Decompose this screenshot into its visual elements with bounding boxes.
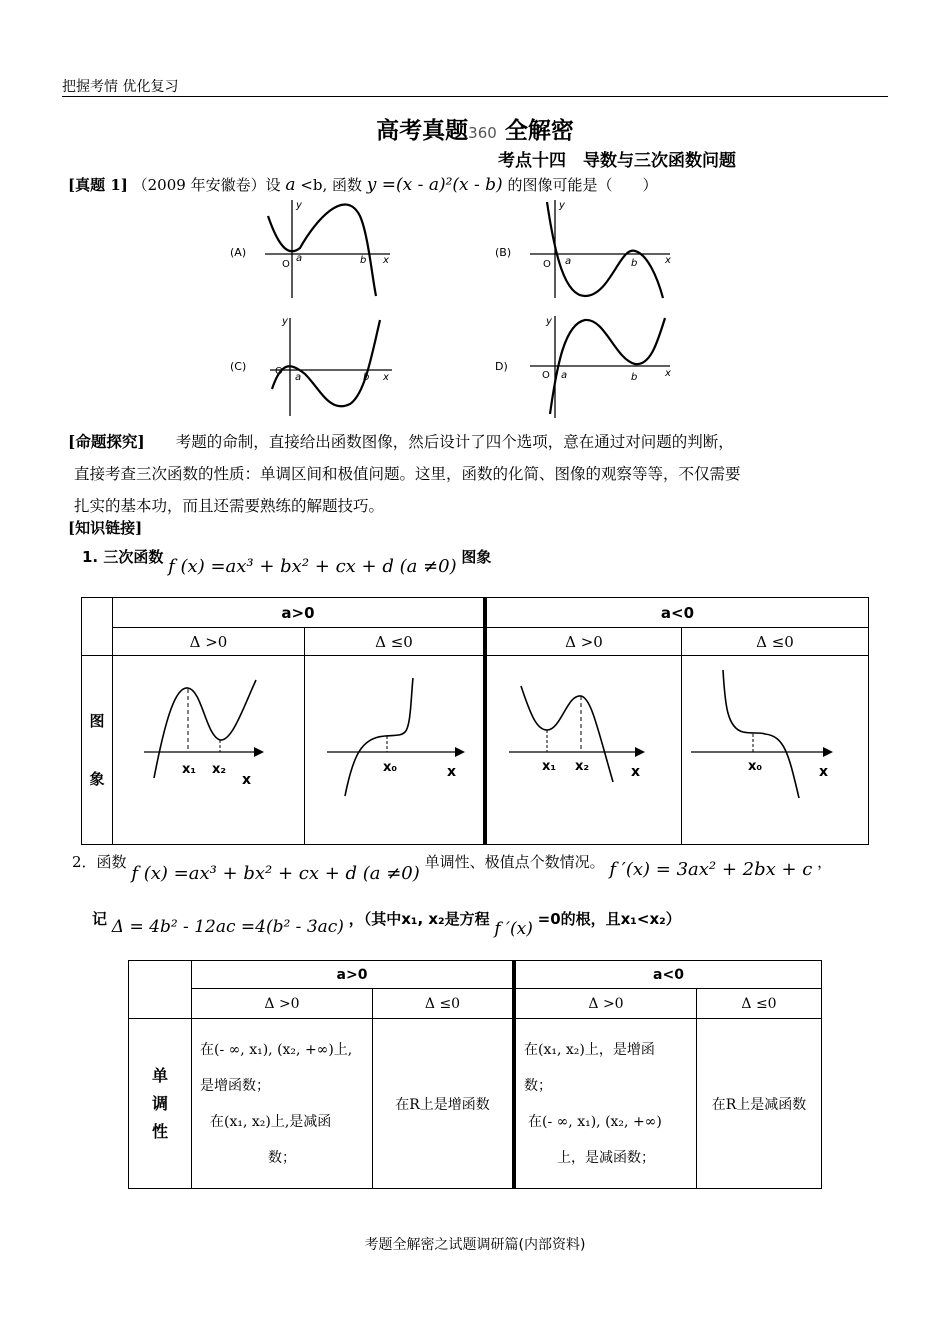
cell3-line3: 在(- ∞, x₁), (x₂, +∞)	[528, 1113, 662, 1130]
table1-a-neg: a<0	[485, 598, 869, 628]
option-a-a: a	[296, 253, 303, 264]
table1-row-label-2: 象	[89, 770, 105, 788]
analysis-tag: [命题探究]	[68, 432, 145, 451]
page-subtitle: 考点十四 导数与三次函数问题	[498, 151, 736, 171]
table1-graph-apos-dle	[305, 656, 486, 845]
option-d-origin: O	[542, 370, 550, 381]
row-label-1: 单	[151, 1065, 168, 1085]
table1-graph-aneg-dle	[682, 656, 869, 845]
option-d-b: b	[631, 372, 638, 383]
table2-cell-apos-dle: 在R上是增函数	[373, 1019, 515, 1189]
graph3-x1: x₁	[542, 759, 557, 774]
table2-cell-aneg-dle: 在R上是减函数	[697, 1019, 822, 1189]
analysis-line-3: 扎实的基本功，而且还需要熟练的解题技巧。	[74, 497, 385, 515]
question-text-b: <b, 函数	[300, 176, 363, 194]
option-a-label: (A)	[230, 246, 247, 259]
graph1-x: x	[241, 772, 251, 788]
footer-text: 考题全解密之试题调研篇(内部资料)	[364, 1237, 586, 1253]
question-var-a: a	[285, 175, 296, 195]
table1-graph-aneg-dgt	[485, 656, 682, 845]
section-1-heading	[82, 546, 492, 577]
table2-corner	[129, 961, 192, 1019]
option-a-y: y	[296, 200, 302, 211]
graph1-x2: x₂	[211, 762, 226, 777]
table2-delta-le-2: Δ ≤0	[697, 989, 822, 1019]
table2-cell-aneg-dgt	[514, 1019, 697, 1189]
option-b-origin: O	[543, 259, 551, 270]
cell1-line1: 在(- ∞, x₁), (x₂, +∞)上,	[200, 1041, 353, 1058]
graph-aneg-dgt	[487, 656, 681, 840]
option-b-graph	[495, 200, 671, 298]
option-b-y: y	[559, 200, 565, 211]
knowledge-tag: [知识链接]	[68, 519, 143, 537]
graph3-x2: x₂	[575, 759, 590, 774]
graph4-x0: x₀	[747, 759, 762, 774]
option-d-x: x	[665, 368, 671, 379]
option-c-graph	[230, 316, 392, 416]
row-label-3: 性	[151, 1121, 168, 1141]
cell3-line4: 上，是减函数；	[557, 1149, 655, 1166]
option-a-graph	[230, 200, 390, 298]
section-1-label: 1. 三次函数	[82, 548, 164, 566]
cell3-line1: 在(x₁, x₂)上，是增函	[524, 1041, 655, 1058]
option-c-label: (C)	[230, 360, 247, 373]
table1-delta-le-1: Δ ≤0	[305, 628, 486, 656]
question-text-c: 的图像可能是（ ）	[507, 176, 658, 194]
note-text: ，（其中x₁, x₂是方程	[348, 910, 490, 928]
graph4-x: x	[818, 764, 828, 780]
table2-cell-apos-dgt	[192, 1019, 373, 1189]
option-c-y: y	[282, 316, 288, 327]
header-rule	[62, 96, 888, 97]
question-formula: y =(x - a)²(x - b)	[366, 175, 503, 195]
table2-a-pos: a>0	[192, 961, 515, 989]
table2-delta-gt-2: Δ >0	[514, 989, 697, 1019]
question-1	[68, 174, 658, 195]
table2-row-label	[129, 1019, 192, 1189]
option-c-origin: O	[275, 366, 283, 377]
row-label-2: 调	[151, 1093, 168, 1113]
analysis-line-2: 直接考查三次函数的性质：单调区间和极值问题。这里，函数的化简、图像的观察等等，不仅需要	[74, 465, 741, 483]
table1-corner	[82, 598, 113, 656]
section-2-note	[92, 908, 681, 939]
graph-apos-dgt	[114, 656, 304, 840]
option-b-label: (B)	[495, 246, 512, 259]
section-2-text: 单调性、极值点个数情况。	[424, 853, 605, 871]
analysis-paragraph	[68, 426, 890, 522]
analysis-text-1: 考题的命制，直接给出函数图像，然后设计了四个选项，意在通过对问题的判断，	[175, 433, 734, 451]
table1-row-label-1: 图	[89, 712, 105, 730]
option-c-x: x	[383, 372, 389, 383]
section-2-label: 2．函数	[72, 853, 127, 871]
section-2-line	[72, 852, 833, 884]
section-1-tail: 图象	[461, 548, 492, 566]
cell3-line2: 数；	[524, 1077, 552, 1094]
option-b-x: x	[665, 255, 671, 266]
section-2-comma: ，	[817, 853, 833, 871]
question-tag: [真题 1]	[68, 176, 128, 194]
option-d-label: D)	[495, 360, 508, 373]
option-a-x: x	[383, 255, 389, 266]
option-a-b: b	[360, 255, 367, 266]
note-f: f ′(x)	[494, 919, 533, 939]
section-2-formula: f (x) =ax³ + bx² + cx + d (a ≠0)	[131, 863, 420, 884]
graph2-x0: x₀	[383, 760, 398, 775]
note-label: 记	[92, 910, 108, 928]
graph1-x1: x₁	[181, 762, 196, 777]
option-d-a: a	[561, 370, 568, 381]
table1-graph-apos-dgt	[113, 656, 305, 845]
option-b-b: b	[631, 258, 638, 269]
option-a-origin: O	[282, 259, 290, 270]
title-tail: 全解密	[504, 118, 574, 144]
table1-a-pos: a>0	[113, 598, 486, 628]
cell1-line3: 在(x₁, x₂)上,是减函	[210, 1113, 332, 1130]
option-c-b: b	[363, 372, 370, 383]
cubic-graph-table	[81, 597, 869, 845]
header-text: 把握考情 优化复习	[62, 79, 179, 95]
question-options-graphs	[220, 196, 700, 422]
monotonicity-table	[128, 960, 822, 1189]
title-number: 360	[468, 124, 497, 142]
table1-delta-le-2: Δ ≤0	[682, 628, 869, 656]
graph-apos-dle	[305, 656, 483, 840]
section-1-formula: f (x) =ax³ + bx² + cx + d (a ≠0)	[168, 556, 457, 577]
note-delta: Δ = 4b² - 12ac =4(b² - 3ac)	[111, 917, 344, 937]
table1-delta-gt-2: Δ >0	[485, 628, 682, 656]
option-c-a: a	[295, 372, 302, 383]
graph3-x: x	[631, 764, 641, 780]
table1-row-label	[82, 656, 113, 845]
table1-delta-gt-1: Δ >0	[113, 628, 305, 656]
analysis-line-1	[68, 426, 890, 458]
cell1-line2: 是增函数；	[200, 1077, 270, 1094]
question-text-a: （2009 年安徽卷）设	[132, 176, 281, 194]
option-d-graph	[495, 316, 671, 418]
note-tail: =0的根，且x₁<x₂）	[537, 910, 681, 928]
option-d-y: y	[546, 316, 552, 327]
title-main: 高考真题	[376, 118, 469, 144]
page-title	[0, 112, 950, 145]
graph-aneg-dle	[683, 656, 868, 840]
table2-delta-le-1: Δ ≤0	[373, 989, 515, 1019]
section-2-derivative: f ′(x) = 3ax² + 2bx + c	[609, 859, 813, 880]
graph2-x: x	[447, 764, 457, 780]
option-b-a: a	[565, 256, 572, 267]
cell1-line4: 数；	[268, 1149, 296, 1166]
table2-a-neg: a<0	[514, 961, 822, 989]
table2-delta-gt-1: Δ >0	[192, 989, 373, 1019]
